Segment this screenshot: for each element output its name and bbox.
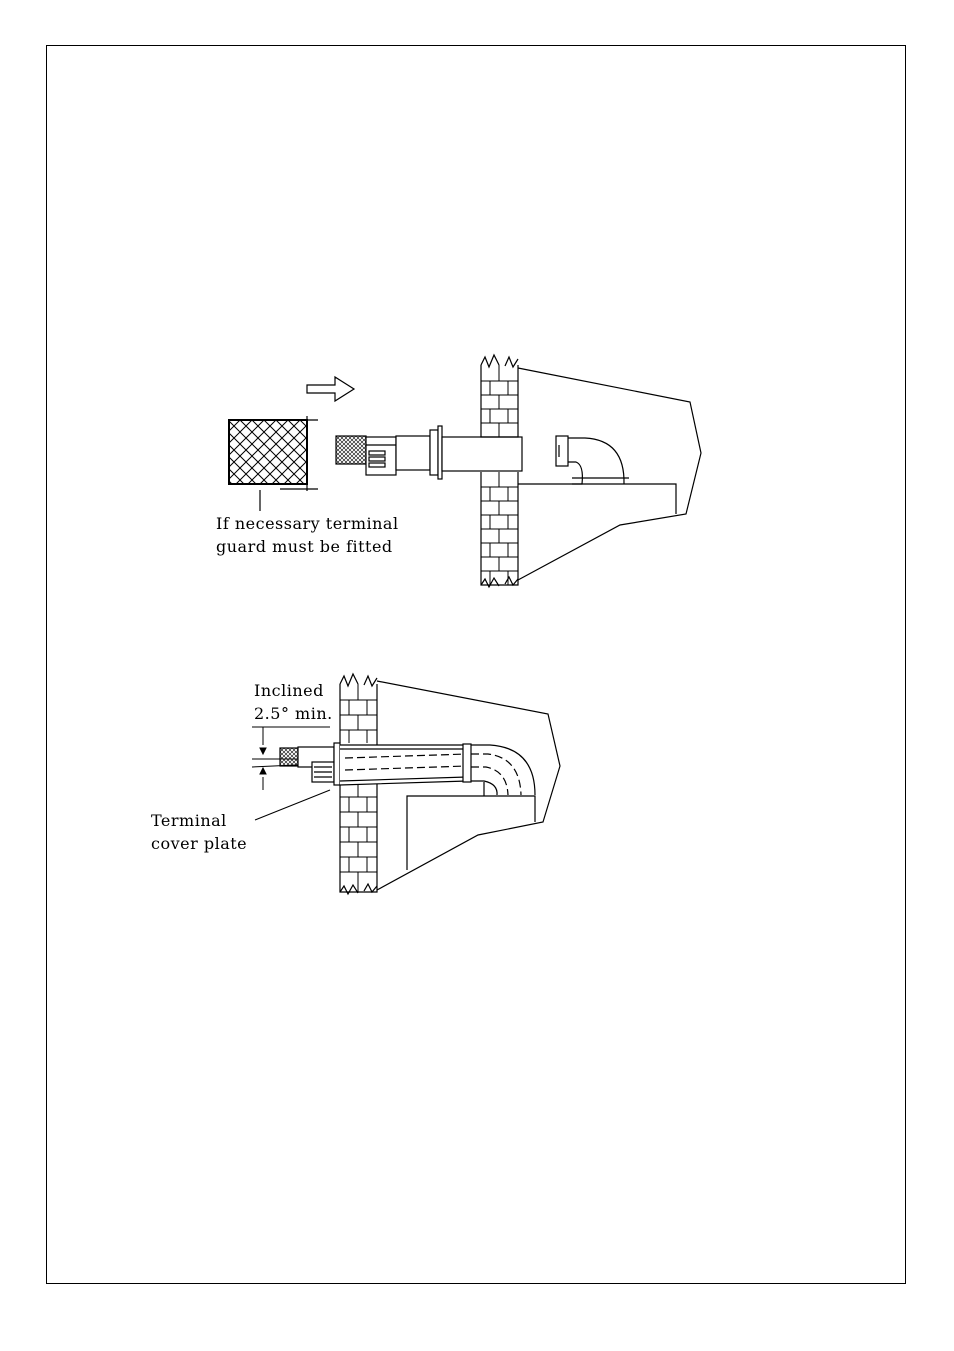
incline-label-line2: 2.5° min.	[254, 704, 333, 723]
cover-label-line1: Terminal	[151, 811, 227, 830]
inclined-terminal	[280, 743, 340, 785]
arrow-right-icon	[307, 377, 354, 401]
elbow-bend	[556, 436, 629, 484]
boiler-casing-lower	[377, 681, 560, 890]
boiler-base-lower	[407, 796, 535, 870]
flue-duct	[340, 744, 535, 795]
incline-label-line1: Inclined	[254, 681, 324, 700]
cover-label-line2: cover plate	[151, 834, 248, 853]
flue-terminal	[336, 426, 522, 479]
boiler-base	[518, 484, 676, 514]
terminal-guard	[229, 416, 318, 511]
cover-plate-leader	[255, 790, 330, 820]
guard-label-line1: If necessary terminal	[216, 514, 399, 533]
boiler-casing	[518, 368, 701, 580]
guard-label-line2: guard must be fitted	[216, 537, 393, 556]
